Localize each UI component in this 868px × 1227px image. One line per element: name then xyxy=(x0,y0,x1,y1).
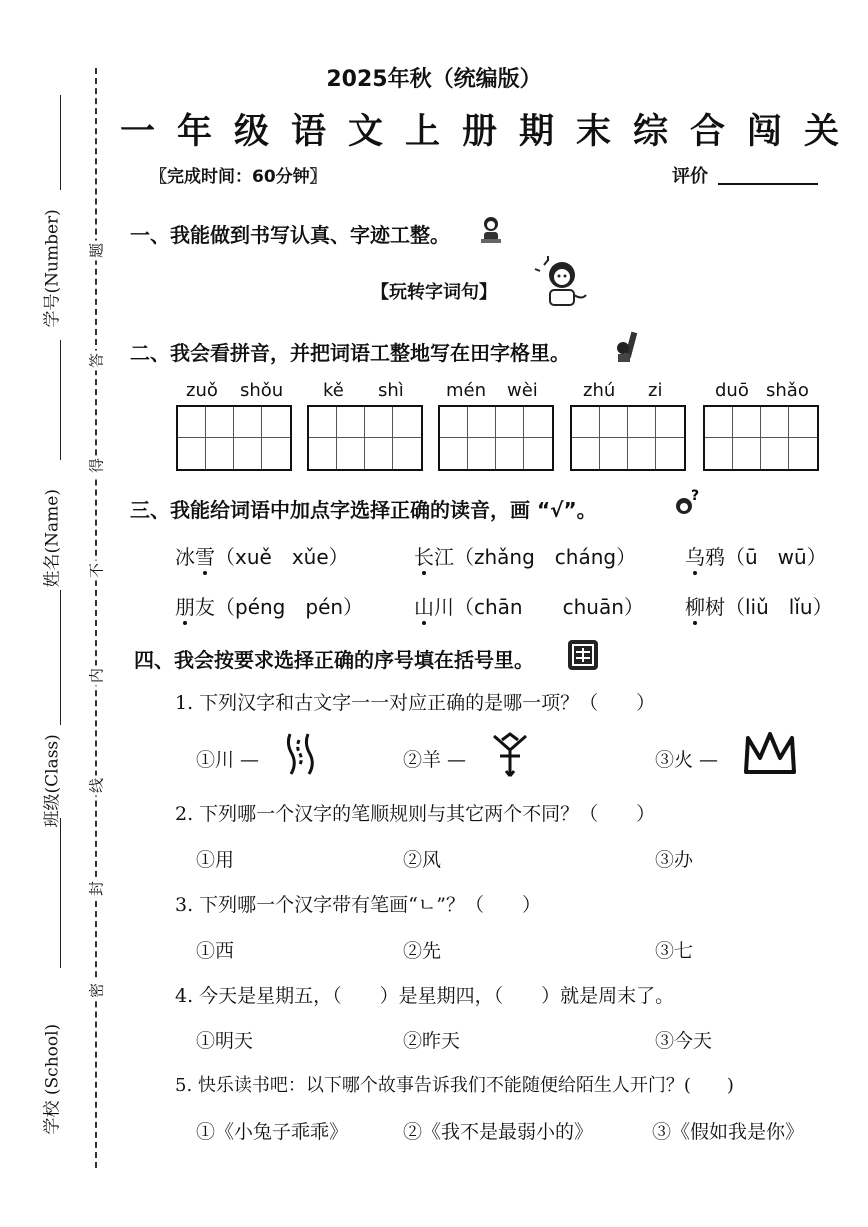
evaluation-label: 评价 xyxy=(672,166,708,187)
q3-option-3[interactable]: ③七 xyxy=(655,940,694,962)
word-row1-2[interactable]: 长江（zhǎng cháng） xyxy=(414,545,637,569)
writing-grid-2[interactable] xyxy=(307,405,423,471)
word-row1-1[interactable]: 冰雪（xuě xǔe） xyxy=(175,545,349,569)
word-row2-1[interactable]: 朋友（péng pén） xyxy=(175,595,364,619)
seal-char-3: 得 xyxy=(86,456,107,476)
q4-option-1[interactable]: ①明天 xyxy=(196,1030,254,1052)
writing-girl-icon xyxy=(478,215,504,245)
q1-option-3[interactable]: ③火 — xyxy=(655,749,719,771)
q4-option-2[interactable]: ②昨天 xyxy=(403,1030,461,1052)
pinyin-2b: shì xyxy=(378,380,404,401)
q5-option-2[interactable]: ②《我不是最弱小的》 xyxy=(403,1121,594,1143)
section4-title: 四、我会按要求选择正确的序号填在括号里。 xyxy=(134,648,534,672)
class-field-line xyxy=(60,590,61,725)
q5-option-1[interactable]: ①《小兔子乖乖》 xyxy=(196,1121,349,1143)
q3-option-2[interactable]: ②先 xyxy=(403,940,442,962)
page-title: 一年级语文上册期末综合闯关 xyxy=(120,112,862,152)
time-limit: 〖完成时间：60分钟〗 xyxy=(150,167,327,187)
question-1: 1. 下列汉字和古文字一一对应正确的是哪一项？（ ） xyxy=(175,692,656,714)
pinyin-3b: wèi xyxy=(507,380,538,401)
school-label: 学校 (School) xyxy=(42,1023,63,1135)
ancient-yang-glyph-icon xyxy=(490,732,530,778)
question-5: 5. 快乐读书吧：以下哪个故事告诉我们不能随便给陌生人开门？( ) xyxy=(175,1075,734,1096)
q5-option-3[interactable]: ③《假如我是你》 xyxy=(652,1121,805,1143)
number-field-line xyxy=(60,95,61,190)
question-2: 2. 下列哪一个汉字的笔顺规则与其它两个不同？（ ） xyxy=(175,803,656,825)
q3-option-1[interactable]: ①西 xyxy=(196,940,235,962)
play-banner: 【玩转字词句】 xyxy=(371,282,497,303)
edition-title: 2025年秋（统编版） xyxy=(326,67,542,92)
ancient-huo-glyph-icon xyxy=(742,730,798,776)
pinyin-5b: shǎo xyxy=(766,380,809,401)
class-label: 班级(Class) xyxy=(42,734,63,828)
question-3: 3. 下列哪一个汉字带有笔画“ㄴ”？（ ） xyxy=(175,894,541,916)
ancient-chuan-glyph-icon xyxy=(284,730,314,778)
word-row2-3[interactable]: 柳树（liǔ lǐu） xyxy=(685,595,833,619)
binding-dashed-line xyxy=(95,68,97,1168)
evaluation-blank[interactable] xyxy=(718,183,818,185)
q1-option-2[interactable]: ②羊 — xyxy=(403,749,467,771)
word-row2-2[interactable]: 山川（chān chuān） xyxy=(414,595,644,619)
q2-option-1[interactable]: ①用 xyxy=(196,849,235,871)
seal-stamp-icon xyxy=(566,638,600,672)
seal-char-6: 线 xyxy=(86,776,107,796)
writing-grid-3[interactable] xyxy=(438,405,554,471)
pinyin-1a: zuǒ xyxy=(186,380,218,401)
reading-girl-icon xyxy=(532,255,588,311)
q2-option-2[interactable]: ②风 xyxy=(403,849,442,871)
seal-char-7: 封 xyxy=(86,879,107,899)
pinyin-2a: kě xyxy=(323,380,344,401)
pinyin-5a: duō xyxy=(715,380,749,401)
svg-text:?: ? xyxy=(691,488,700,504)
writing-grid-5[interactable] xyxy=(703,405,819,471)
q2-option-3[interactable]: ③办 xyxy=(655,849,694,871)
number-label: 学号(Number) xyxy=(42,209,63,328)
seal-char-2: 答 xyxy=(86,351,107,371)
q4-option-3[interactable]: ③今天 xyxy=(655,1030,713,1052)
seal-char-4: 不 xyxy=(86,561,107,581)
name-label: 姓名(Name) xyxy=(42,489,63,588)
q1-option-1[interactable]: ①川 — xyxy=(196,749,260,771)
seal-char-8: 密 xyxy=(86,981,107,1001)
pinyin-4b: zi xyxy=(648,380,663,401)
question-4: 4. 今天是星期五，（ ）是星期四，（ ）就是周末了。 xyxy=(175,985,675,1007)
section1-title: 一、我能做到书写认真、字迹工整。 xyxy=(130,223,450,247)
pencil-boy-icon xyxy=(614,330,640,364)
writing-grid-1[interactable] xyxy=(176,405,292,471)
name-field-line xyxy=(60,340,61,460)
pinyin-3a: mén xyxy=(446,380,487,401)
section3-title: 三、我能给词语中加点字选择正确的读音，画 “√”。 xyxy=(130,498,597,522)
school-field-line xyxy=(60,818,61,968)
pinyin-4a: zhú xyxy=(583,380,616,401)
seal-char-1: 题 xyxy=(86,241,107,261)
pinyin-1b: shǒu xyxy=(240,380,284,401)
section2-title: 二、我会看拼音，并把词语工整地写在田字格里。 xyxy=(130,341,570,365)
seal-char-5: 内 xyxy=(86,666,107,686)
thinking-kid-icon xyxy=(672,488,702,520)
word-row1-3[interactable]: 乌鸦（ū wū） xyxy=(685,545,827,569)
writing-grid-4[interactable] xyxy=(570,405,686,471)
